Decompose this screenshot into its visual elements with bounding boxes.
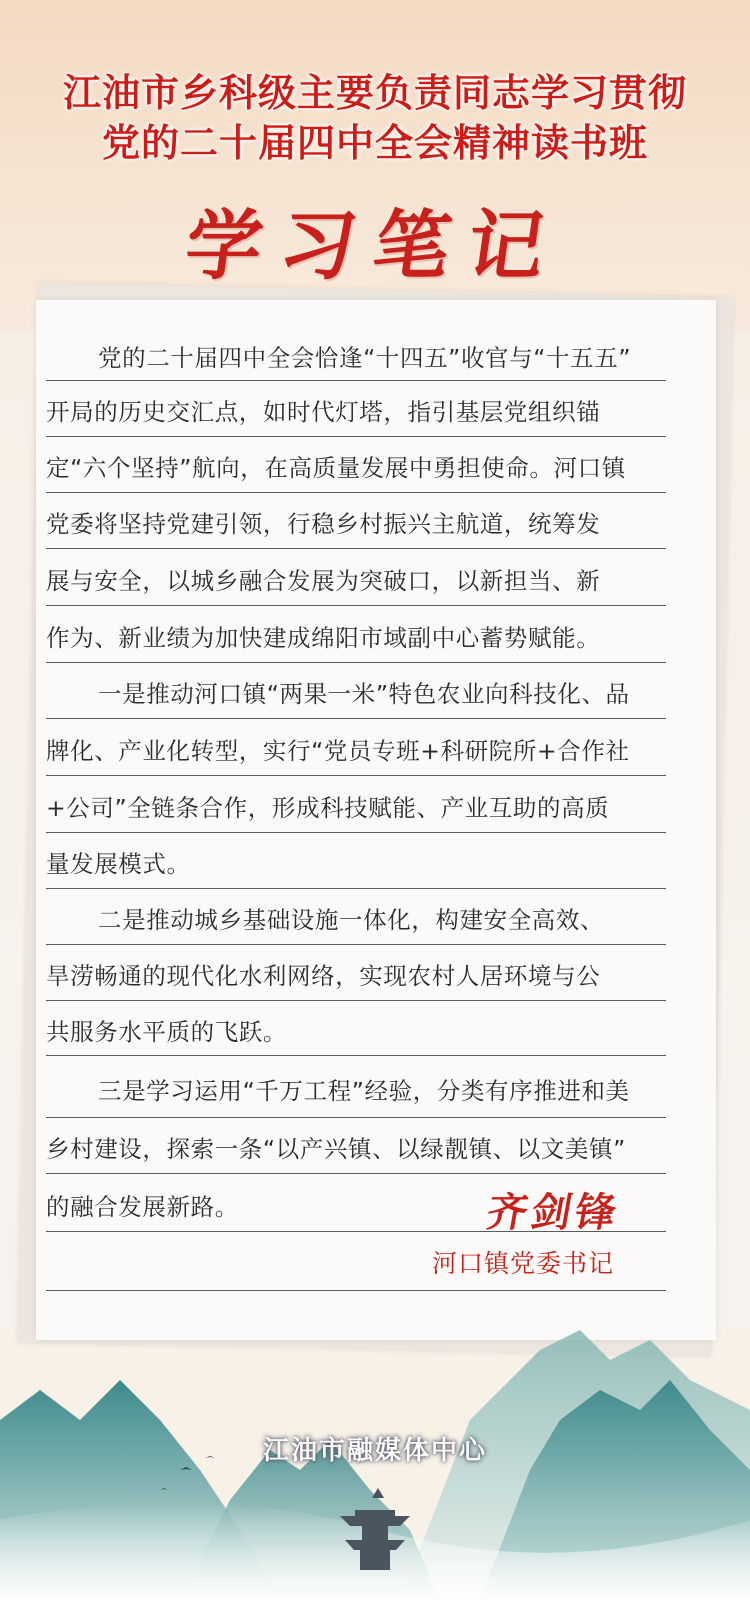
article-line: 三是学习运用“千万工程”经验，分类有序推进和美 — [98, 1077, 630, 1105]
article-line: 开局的历史交汇点，如时代灯塔，指引基层党组织锚 — [46, 398, 601, 426]
article-line: 乡村建设，探索一条“以产兴镇、以绿靓镇、以文美镇” — [46, 1135, 626, 1163]
article-line: 定“六个坚持”航向，在高质量发展中勇担使命。河口镇 — [46, 454, 626, 482]
article-line: 一是推动河口镇“两果一米”特色农业向科技化、品 — [98, 680, 630, 708]
article-line: 作为、新业绩为加快建成绵阳市域副中心蓄势赋能。 — [46, 624, 601, 652]
article-line: 二是推动城乡基础设施一体化，构建安全高效、 — [98, 906, 605, 934]
page-title-line-2: 党的二十届四中全会精神读书班 — [101, 121, 648, 165]
article-line: 的融合发展新路。 — [46, 1193, 239, 1221]
article-line: +公司”全链条合作，形成科技赋能、产业互助的高质 — [46, 794, 610, 822]
article-line: 量发展模式。 — [46, 850, 191, 878]
article-line: 展与安全，以城乡融合发展为突破口，以新担当、新 — [46, 567, 601, 595]
article-line: 牌化、产业化转型，实行“党员专班+科研院所+合作社 — [46, 737, 630, 765]
signature-name: 齐剑锋 — [483, 1189, 624, 1236]
article-line: 党委将坚持党建引领，行稳乡村振兴主航道，统筹发 — [46, 510, 601, 538]
article-line: 旱涝畅通的现代化水利网络，实现农村人居环境与公 — [46, 962, 601, 990]
page-title-line-1: 江油市乡科级主要负责同志学习贯彻 — [62, 71, 687, 115]
media-center-name: 江油市融媒体中心 — [262, 1436, 487, 1466]
signature-role: 河口镇党委书记 — [432, 1249, 615, 1278]
article-line: 共服务水平质的飞跃。 — [46, 1018, 287, 1046]
calligraphy-heading: 学习笔记 — [179, 201, 569, 290]
article-line: 党的二十届四中全会恰逢“十四五”收官与“十五五” — [98, 344, 632, 372]
